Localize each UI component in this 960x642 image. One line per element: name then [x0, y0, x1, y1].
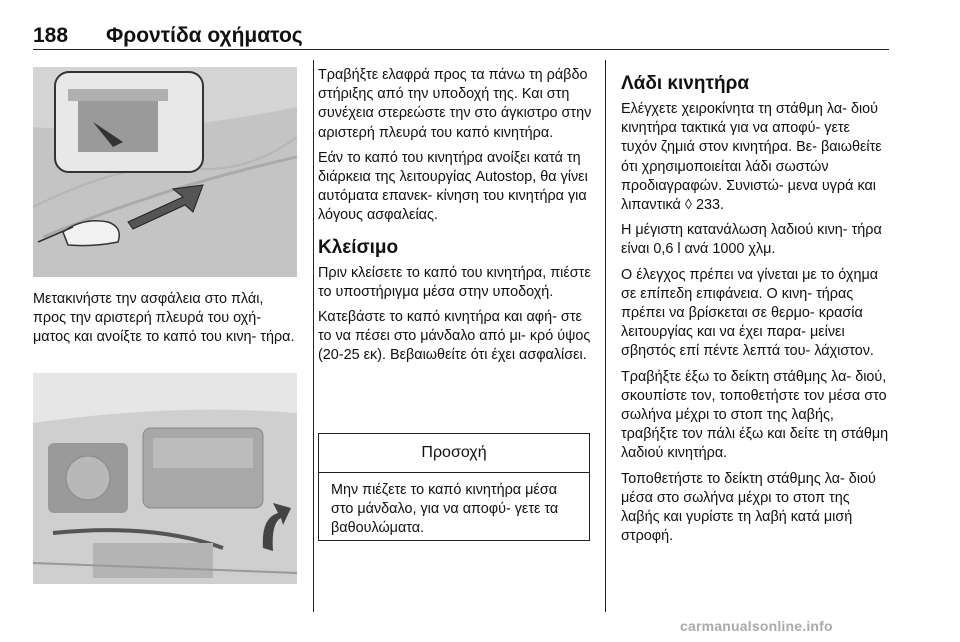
paragraph: Η μέγιστη κατανάλωση λαδιού κινη- τήρα είναι 0,6 l ανά 1000 χλμ. [621, 222, 882, 258]
paragraph: Τοποθετήστε το δείκτη στάθμης λα- διού μέσα στο σωλήνα μέχρι το στοπ της λαβής και γυρίστε τη λαβή κατά μισή στροφή. [621, 470, 876, 545]
watermark: carmanualsonline.info [680, 618, 833, 634]
hood-safety-catch-illustration [33, 67, 297, 277]
column-1 [33, 290, 299, 354]
paragraph: Κατεβάστε το καπό κινητήρα και αφή- στε το να πέσει στο μάνδαλο από μι- κρό ύψος (20-25 εκ). Βεβαιωθείτε ότι έχει ασφαλίσει. [318, 309, 591, 364]
section-heading-closing: Κλείσιμο [318, 236, 399, 258]
paragraph: Ελέγχετε χειροκίνητα τη στάθμη λα- διού κινητήρα τακτικά για να αποφύ- γετε τυχόν ζημιά στον κινητήρα. Βε- βαιωθείτε ότι χρησιμοποιείται λάδι σωστών προδιαγραφών. Συνιστώ- μενα υγρά και λιπαντικά ◊ 233. [621, 101, 882, 214]
paragraph: Τραβήξτε ελαφρά προς τα πάνω τη ράβδο στήριξης από την υποδοχή της. Και στη συνέχεια στερεώστε την στο άγκιστρο στην αριστερή πλευρά του καπό κινητήρα. [318, 67, 592, 141]
paragraph: Πριν κλείσετε το καπό του κινητήρα, πιέστε το υποστήριγμα μέσα στην υποδοχή. [318, 264, 591, 300]
page-number: 188 [33, 24, 69, 47]
paragraph: Εάν το καπό του κινητήρα ανοίξει κατά τη διάρκεια της λειτουργίας Autostop, θα γίνει αυτόματα επανεκ- κίνηση του κινητήρα για λόγους ασφαλείας. [318, 149, 588, 224]
column-divider-2 [605, 60, 606, 612]
caution-title: Προσοχή [319, 434, 589, 473]
column-2 [318, 66, 596, 372]
header-rule [33, 49, 889, 50]
paragraph: Τραβήξτε έξω το δείκτη στάθμης λα- διού, σκουπίστε τον, τοποθετήστε τον μέσα στο σωλήνα μέχρι το στοπ της λαβής, τραβήξτε τον πάλι έξω και δείτε τη στάθμη λαδιού κινητήρα. [621, 368, 889, 462]
column-divider-1 [313, 60, 314, 612]
paragraph: Ο έλεγχος πρέπει να γίνεται με το όχημα σε επίπεδη επιφάνεια. Ο κινη- τήρας πρέπει να βρίσκεται σε θερμο- κρασία λειτουργίας και να έχει παρα- μείνει σβηστός επί πέντε λεπτά του- λάχιστον. [621, 266, 879, 360]
engine-bay-illustration [33, 373, 297, 584]
column-3 [621, 72, 889, 552]
caution-text: Μην πιέζετε το καπό κινητήρα μέσα στο μάνδαλο, για να αποφύ- γετε τα βαθουλώματα. [331, 482, 559, 537]
caption-text: Μετακινήστε την ασφάλεια στο πλάι, προς την αριστερή πλευρά του οχή- ματος και ανοίξτε το καπό του κινη- τήρα. [33, 291, 295, 346]
page-title: Φροντίδα οχήματος [106, 24, 303, 47]
section-heading-engine-oil: Λάδι κινητήρα [621, 73, 749, 94]
caution-box [318, 433, 590, 541]
